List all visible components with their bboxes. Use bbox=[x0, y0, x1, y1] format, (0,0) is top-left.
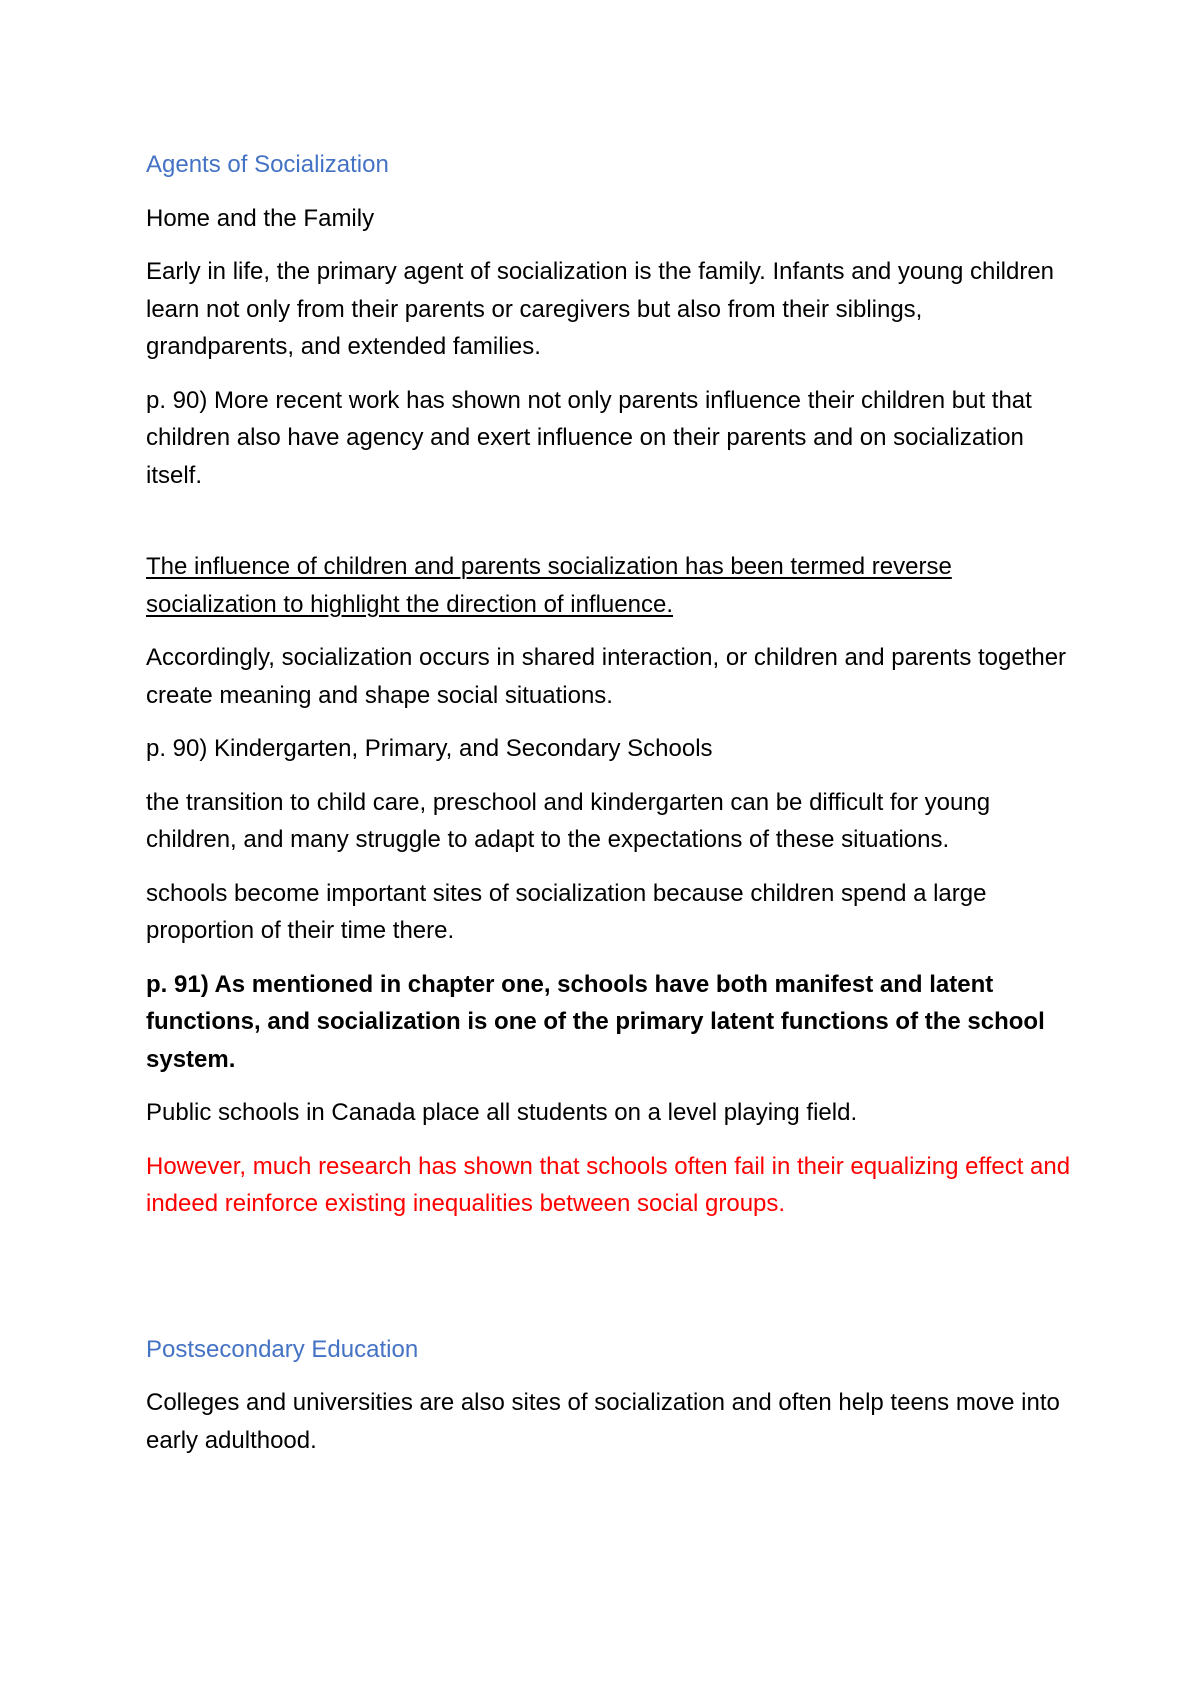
paragraph-reverse-socialization: The influence of children and parents socialization has been termed reverse socialization to highlight the direction of influence. bbox=[146, 553, 952, 618]
subheading-home-and-family: Home and the Family bbox=[146, 204, 375, 232]
paragraph-public-schools: Public schools in Canada place all students on a level playing field. bbox=[146, 1099, 858, 1126]
subheading-schools: p. 90) Kindergarten, Primary, and Secondary Schools bbox=[146, 735, 713, 762]
paragraph-schools-sites: schools become important sites of socialization because children spend a large proportion of their time there. bbox=[146, 879, 987, 944]
heading-agents-of-socialization: Agents of Socialization bbox=[146, 151, 389, 178]
paragraph-latent-functions: p. 91) As mentioned in chapter one, schools have both manifest and latent functions, and socialization is one of the primary latent functions of the school system. bbox=[146, 970, 1045, 1073]
paragraph-recent-work: p. 90) More recent work has shown not only parents influence their children but that children also have agency and exert influence on their parents and on socialization itself. bbox=[146, 386, 1032, 489]
paragraph-transition: the transition to child care, preschool and kindergarten can be difficult for young children, and many struggle to adapt to the expectations of these situations. bbox=[146, 788, 991, 853]
paragraph-shared-interaction: Accordingly, socialization occurs in shared interaction, or children and parents together create meaning and shape social situations. bbox=[146, 644, 1067, 709]
paragraph-colleges: Colleges and universities are also sites of socialization and often help teens move into early adulthood. bbox=[146, 1389, 1060, 1454]
heading-postsecondary-education: Postsecondary Education bbox=[146, 1335, 419, 1363]
paragraph-inequalities: However, much research has shown that schools often fail in their equalizing effect and indeed reinforce existing inequalities between social groups. bbox=[146, 1152, 1071, 1217]
paragraph-family: Early in life, the primary agent of socialization is the family. Infants and young children learn not only from their parents or caregivers but also from their siblings, grandparents, and extended families. bbox=[146, 258, 1055, 360]
document-body bbox=[146, 146, 1076, 1475]
